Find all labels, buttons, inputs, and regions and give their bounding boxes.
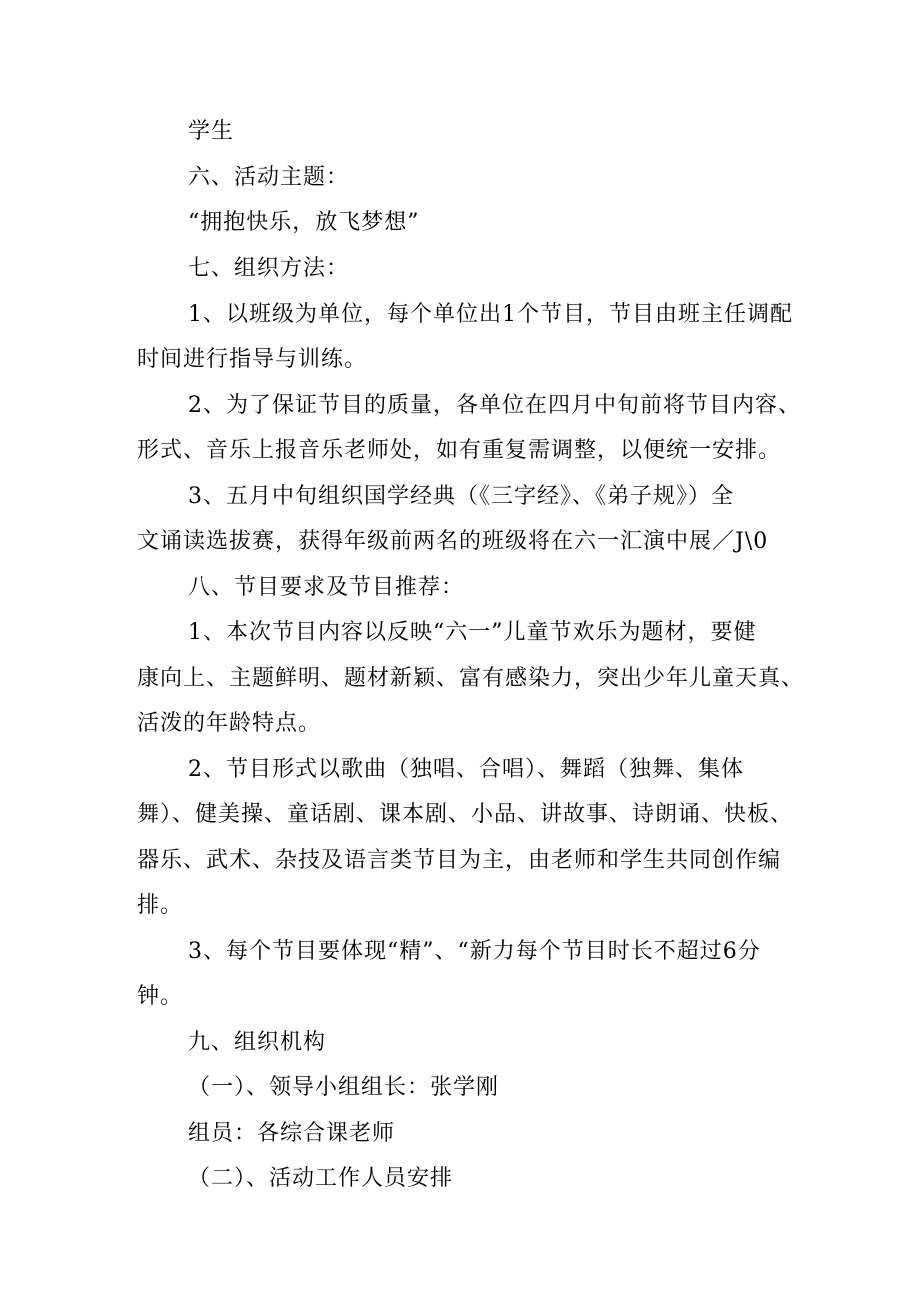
paragraph-line: 2、节目形式以歌曲（独唱、合唱）、舞蹈（独舞、集体 bbox=[188, 757, 744, 782]
paragraph-line: 3、每个节目要体现“精”、“新力每个节目时长不超过6分 bbox=[188, 939, 761, 964]
paragraph-line: 文诵读选拔赛，获得年级前两名的班级将在六一汇演中展／J\0 bbox=[137, 529, 769, 554]
text-line-students: 学生 bbox=[188, 119, 235, 144]
text-line-theme-slogan: “拥抱快乐，放飞梦想” bbox=[188, 210, 420, 235]
paragraph-line: 钟。 bbox=[137, 984, 184, 1009]
text-line-staff-arrangement: （二）、活动工作人员安排 bbox=[188, 1166, 454, 1191]
heading-program-requirements: 八、节目要求及节目推荐： bbox=[188, 575, 465, 600]
paragraph-line: 3、五月中旬组织国学经典（《三字经》、《弟子规》）全 bbox=[188, 484, 734, 509]
heading-activity-theme: 六、活动主题： bbox=[188, 165, 350, 190]
paragraph-line: 1、本次节目内容以反映“六一”儿童节欢乐为题材，要健 bbox=[188, 620, 757, 645]
paragraph-line: 1、以班级为单位，每个单位出1个节目，节目由班主任调配 bbox=[188, 302, 793, 327]
paragraph-line: 活泼的年龄特点。 bbox=[137, 711, 322, 736]
paragraph-line: 排。 bbox=[137, 893, 184, 918]
paragraph-line: 舞）、健美操、童话剧、课本剧、小品、讲故事、诗朗诵、快板、 bbox=[137, 802, 794, 827]
text-line-leadership-group: （一）、领导小组组长：张学刚 bbox=[188, 1075, 500, 1100]
paragraph-line: 时间进行指导与训练。 bbox=[137, 347, 368, 372]
paragraph-line: 形式、音乐上报音乐老师处，如有重复需调整，以便统一安排。 bbox=[137, 438, 782, 463]
heading-organization-structure: 九、组织机构 bbox=[188, 1030, 327, 1055]
text-line-group-members: 组员：各综合课老师 bbox=[188, 1121, 396, 1146]
heading-organization-method: 七、组织方法： bbox=[188, 256, 350, 281]
paragraph-line: 器乐、武术、杂技及语言类节目为主，由老师和学生共同创作编 bbox=[137, 848, 782, 873]
paragraph-line: 康向上、主题鲜明、题材新颖、富有感染力，突出少年儿童天真、 bbox=[137, 666, 805, 691]
paragraph-line: 2、为了保证节目的质量，各单位在四月中旬前将节目内容、 bbox=[188, 393, 801, 418]
